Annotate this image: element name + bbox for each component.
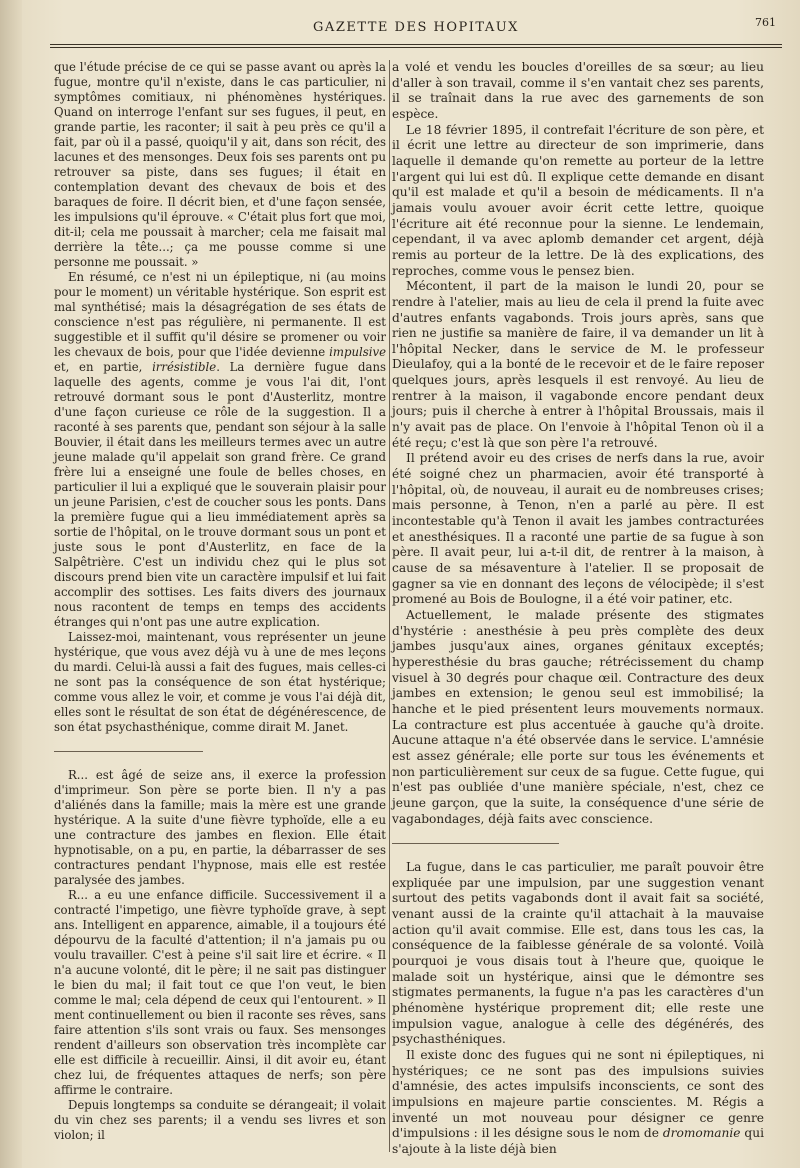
paragraph: Le 18 février 1895, il contrefait l'écriture de son père, et il écrit une lettre au directeur de son imprimerie, dans laquelle il demande qu'on remette au porteur de la lettre l'argent qui lui est dû. Il explique cette demande en disant qu'il est malade et qu'il a besoin de médicaments. Il n'a jamais voulu avouer avoir écrit cette lettre, quoique l'écriture ait été reconnue pour la sienne. Le lendemain, cependant, il va avec aplomb demander cet argent, déjà remis au porteur de la lettre. De là des explications, des reproches, comme vous le pensez bien. (392, 122, 764, 278)
paragraph: La fugue, dans le cas particulier, me paraît pouvoir être expliquée par une impulsion, par une suggestion venant surtout des petits vagabonds dont il avait fait sa société, venant aussi de la crainte qu'il attachait à la mauvaise action qu'il avait commise. Elle est, dans tous les cas, la conséquence de la faiblesse générale de sa volonté. Voilà pourquoi je vous disais tout à l'heure que, quoique le malade soit un hystérique, ainsi que le démontre ses stigmates permanents, la fugue n'a pas les caractères d'un phénomène hystérique proprement dit; elle reste une impulsion vague, analogue à celle des dégénérés, des psychasthéniques. (392, 860, 764, 1047)
journal-title: GAZETTE DES HOPITAUX (313, 20, 519, 35)
paragraph: R... a eu une enfance difficile. Successivement il a contracté l'impetigo, une fièvre typhoïde grave, à sept ans. Intelligent en apparence, aimable, il a toujours été dépourvu de la faculté d'attention; il n'a jamais pu ou voulu travailler. C'est à peine s'il sait lire et écrire. « Il n'a aucune volonté, dit le père; il ne sait pas distinguer le bien du mal; il fait tout ce que l'on veut, le bien comme le mal; cela dépend de ceux qui l'entourent. » Il ment continuellement ou bien il raconte ses rêves, sans faire attention s'ils sont vrais ou faux. Ses mensonges rendent d'ailleurs son observation très incomplète car elle est difficile à recueillir. Ainsi, il dit avoir eu, étant chez lui, de fréquentes attaques de nerfs; son père affirme le contraire. (54, 888, 386, 1097)
paragraph (392, 1048, 764, 1158)
binding-shadow (0, 0, 22, 1168)
paragraph: Mécontent, il part de la maison le lundi 20, pour se rendre à l'atelier, mais au lieu de cela il prend la fuite avec d'autres enfants vagabonds. Trois jours après, sans que rien ne justifie sa manière de faire, il va demander un lit à l'hôpital Necker, dans le service de M. le professeur Dieulafoy, qui a la bonté de le recevoir et de le faire reposer quelques jours, après lesquels il est renvoyé. Au lieu de rentrer à la maison, il vagabonde encore pendant deux jours; puis il cherche à entrer à l'hôpital Broussais, mais il n'y avait pas de place. On l'envoie à l'hôpital Tenon où il a été reçu; c'est là que son père l'a retrouvé. (392, 279, 765, 450)
emphasis: impulsive (329, 345, 386, 359)
page-header (50, 10, 782, 40)
paragraph: Il prétend avoir eu des crises de nerfs dans la rue, avoir été soigné chez un pharmacien, avoir été transporté à l'hôpital, où, de nouveau, il aurait eu de nombreuses crises; mais personne, à Tenon, n'en a parlé au père. Il est incontestable qu'à Tenon il avait les jambes contracturées et anesthésiques. Il a raconté une partie de sa fugue à son père. Il avait peur, lui a-t-il dit, de rentrer à la maison, à cause de sa mésaventure à l'atelier. Il se proposait de gagner sa vie en donnant des leçons de vélocipède; il s'est promené au Bois de Boulogne, il a été voir patiner, etc. (392, 451, 764, 607)
section-separator (54, 751, 203, 752)
emphasis: dromomanie (662, 1126, 741, 1141)
paragraph-text: qui s'ajoute à la liste déjà bien (392, 1126, 764, 1156)
paragraph: Depuis longtemps sa conduite se dérangeait; il volait du vin chez ses parents; il a vendu ses livres et son violon; il (54, 1098, 386, 1142)
header-rule (50, 44, 782, 45)
column-divider (389, 60, 390, 1152)
paragraph: a volé et vendu les boucles d'oreilles de sa sœur; au lieu d'aller à son travail, comme il s'en vantait chez ses parents, il se traînait dans la rue avec des garnements de son espèce. (392, 60, 764, 121)
right-column (392, 60, 764, 1158)
emphasis: irrésistible (152, 360, 217, 374)
paragraph: R... est âgé de seize ans, il exerce la profession d'imprimeur. Son père se porte bien. Il n'y a pas d'aliénés dans la famille; mais la mère est une grande hystérique. A la suite d'une fièvre typhoïde, elle a eu une contracture des jambes en flexion. Elle était hypnotisable, on a pu, en partie, la débarrasser de ses contractures pendant l'hypnose, mais elle est restée paralysée des jambes. (54, 768, 386, 887)
section-separator (392, 843, 559, 844)
paragraph-text: Il existe donc des fugues qui ne sont ni épileptiques, ni hystériques; ce ne sont pas des impulsions suivies d'amnésie, des actes impulsifs inconscients, ce sont des impulsions en majeure partie conscientes. M. Régis a inventé un mot nouveau pour désigner ce genre d'impulsions : il les désigne sous le nom de (392, 1048, 764, 1141)
paragraph-text: et, en partie, (54, 360, 153, 374)
paragraph: Laissez-moi, maintenant, vous représenter un jeune hystérique, que vous avez déjà vu à une de mes leçons du mardi. Celui-là aussi a fait des fugues, mais celles-ci ne sont pas la conséquence de son état hystérique; comme vous allez le voir, et comme je vous l'ai déjà dit, elles sont le résultat de son état de dégénérescence, de son état psychasthénique, comme dirait M. Janet. (54, 630, 386, 734)
page-number: 761 (755, 16, 776, 29)
paragraph-text: En résumé, ce n'est ni un épileptique, ni (au moins pour le moment) un véritable hystérique. Son esprit est mal synthétisé; mais la désagrégation de ses états de conscience n'est pas régulière, ni permanente. Il est suggestible et il suffit qu'il désire se promener ou voir les chevaux de bois, pour que l'idée devienne (54, 270, 386, 359)
paragraph: que l'étude précise de ce qui se passe avant ou après la fugue, montre qu'il n'existe, dans le cas particulier, ni symptômes comitiaux, ni phénomènes hystériques. Quand on interroge l'enfant sur ses fugues, il peut, en grande partie, les raconter; il sait à peu près ce qu'il a fait, par où il a passé, quoiqu'il y ait, dans son récit, des lacunes et des mensonges. Deux fois ses parents ont pu retrouver sa piste, dans ses fugues; il était en contemplation devant des chevaux de bois et des baraques de foire. Il décrit bien, et d'une façon sensée, les impulsions qu'il éprouve. « C'était plus fort que moi, dit-il; cela me poussait à marcher; cela me faisait mal derrière la tête...; ça me pousse comme si une personne me poussait. » (54, 60, 386, 269)
left-column (54, 60, 386, 1143)
paragraph: Actuellement, le malade présente des stigmates d'hystérie : anesthésie à peu près complète des deux jambes jusqu'aux aines, organes génitaux exceptés; hyperesthésie du bras gauche; rétrécissement du champ visuel à 30 degrés pour chaque œil. Contracture des deux jambes en extension; le genou seul est immobilisé; la hanche et le pied présentent leurs mouvements normaux. La contracture est plus accentuée à gauche qu'à droite. Aucune attaque n'a été observée dans le service. L'amnésie est assez générale; elle porte sur tous les événements et non particulièrement sur ceux de sa fugue. Cette fugue, qui n'est pas oubliée d'une manière spéciale, n'est, chez ce jeune garçon, que la suite, la conséquence d'une série de vagabondages, déjà faits avec conscience. (392, 607, 764, 826)
header-rule-thin (50, 47, 782, 48)
paragraph (54, 270, 386, 630)
paragraph-text: . La dernière fugue dans laquelle des agents, comme je vous l'ai dit, l'ont retrouvé dormant sous le pont d'Austerlitz, montre d'une façon curieuse ce rôle de la suggestion. Il a raconté à ses parents que, pendant son séjour à la salle Bouvier, il était dans les meilleurs termes avec un autre jeune malade qu'il appelait son grand frère. Ce grand frère lui a enseigné une foule de belles choses, en particulier il lui a expliqué que le souverain plaisir pour un jeune Parisien, c'est de coucher sous les ponts. Dans la première fugue qui a lieu immédiatement après sa sortie de l'hôpital, on le trouve dormant sous un pont et juste sous le pont d'Austerlitz, en face de la Salpêtrière. C'est un individu chez qui le plus sot discours prend bien vite un caractère impulsif et lui fait accomplir des sottises. Les faits divers des journaux nous racontent de temps en temps des accidents étranges qui n'ont pas une autre explication. (54, 360, 386, 629)
